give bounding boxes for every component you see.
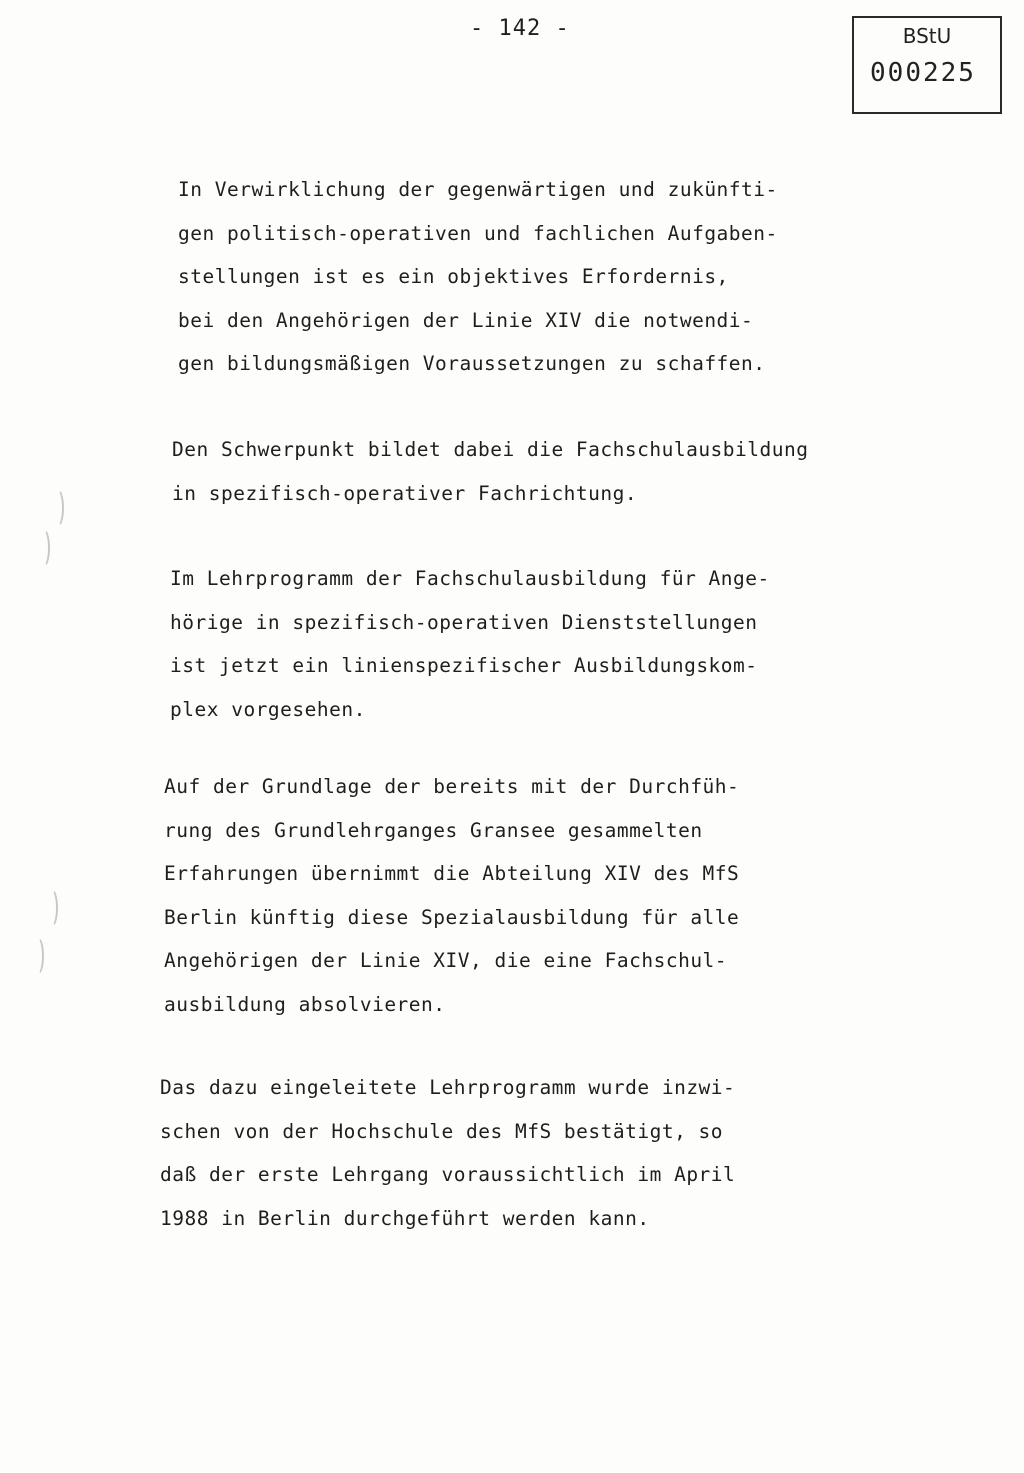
text-line: gen politisch-operativen und fachlichen Aufgaben- xyxy=(178,221,778,245)
text-line: rung des Grundlehrganges Gransee gesammelten xyxy=(164,818,703,842)
text-line: hörige in spezifisch-operativen Dienststellungen xyxy=(170,610,758,634)
text-line: Berlin künftig diese Spezialausbildung für alle xyxy=(164,905,740,929)
text-line: Angehörigen der Linie XIV, die eine Fachschul- xyxy=(164,949,728,973)
text-line: Erfahrungen übernimmt die Abteilung XIV des MfS xyxy=(164,862,740,886)
paragraph-2 xyxy=(172,428,808,515)
punch-hole-mark xyxy=(30,936,44,976)
text-line: gen bildungsmäßigen Voraussetzungen zu schaffen. xyxy=(178,352,766,376)
stamp-label: BStU xyxy=(902,24,952,48)
text-line: Im Lehrprogramm der Fachschulausbildung für Ange- xyxy=(170,567,770,590)
paragraph-5 xyxy=(160,1066,735,1240)
paragraph-3 xyxy=(170,557,770,731)
archive-stamp xyxy=(852,16,1002,114)
text-line: Auf der Grundlage der bereits mit der Durchfüh- xyxy=(164,775,740,798)
page-number: - 142 - xyxy=(470,16,570,41)
text-line: In Verwirklichung der gegenwärtigen und zukünfti- xyxy=(178,178,778,201)
text-line: Den Schwerpunkt bildet dabei die Fachschulausbildung xyxy=(172,438,809,461)
text-line: schen von der Hochschule des MfS bestätigt, so xyxy=(160,1119,724,1143)
text-line: ist jetzt ein linienspezifischer Ausbildungskom- xyxy=(170,654,758,678)
text-line: plex vorgesehen. xyxy=(170,697,366,721)
punch-hole-mark xyxy=(36,528,50,568)
stamp-number: 000225 xyxy=(870,58,976,88)
text-line: ausbildung absolvieren. xyxy=(164,992,446,1016)
text-line: daß der erste Lehrgang voraussichtlich im April xyxy=(160,1163,736,1187)
punch-hole-mark xyxy=(44,888,58,928)
text-line: stellungen ist es ein objektives Erfordernis, xyxy=(178,265,729,289)
text-line: bei den Angehörigen der Linie XIV die notwendi- xyxy=(178,308,754,332)
text-line: 1988 in Berlin durchgeführt werden kann. xyxy=(160,1206,650,1230)
punch-hole-mark xyxy=(50,488,64,528)
paragraph-1 xyxy=(178,168,778,386)
paragraph-4 xyxy=(164,765,739,1027)
text-line: in spezifisch-operativer Fachrichtung. xyxy=(172,481,638,505)
text-line: Das dazu eingeleitete Lehrprogramm wurde inzwi- xyxy=(160,1076,736,1099)
